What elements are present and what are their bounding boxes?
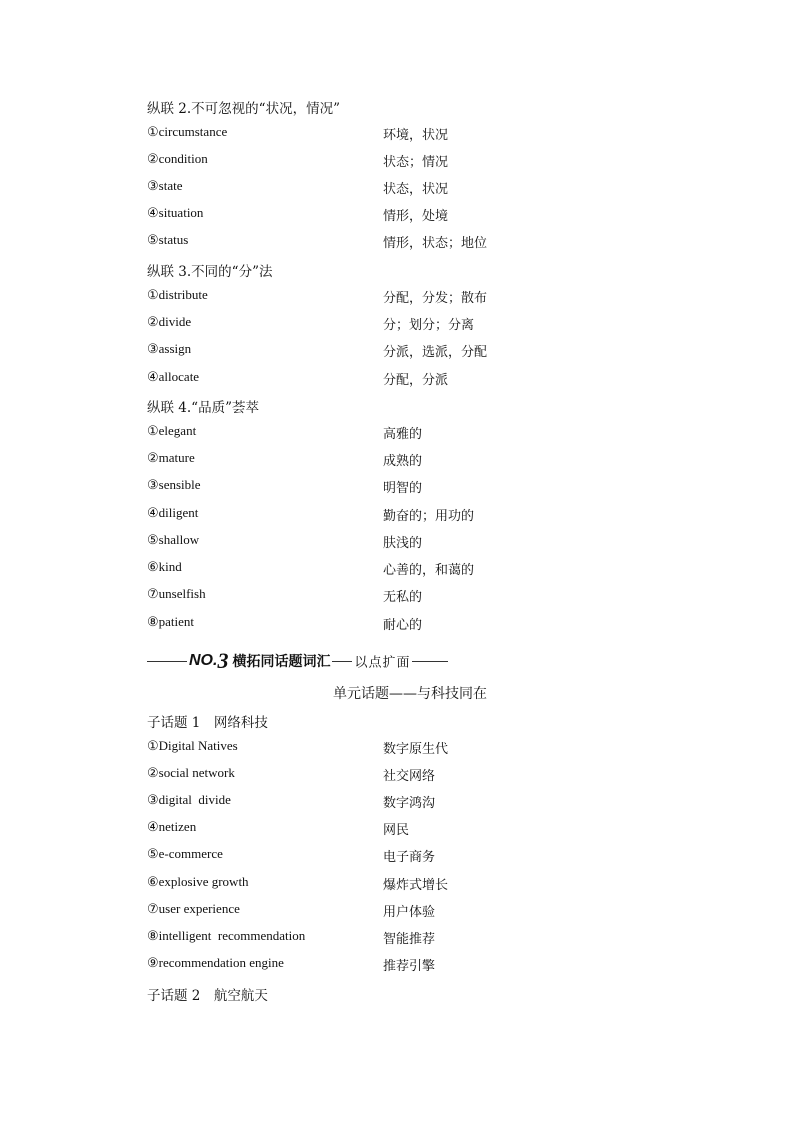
- vocab-chinese: 数字原生代: [383, 742, 449, 757]
- vocab-chinese: 成熟的: [383, 454, 423, 469]
- subtopic-heading-1: 子话题 1 网络科技: [147, 715, 268, 731]
- vocab-english: ①Digital Natives: [147, 738, 238, 753]
- vocab-chinese: 分配，分派: [383, 373, 449, 388]
- vocab-english: ④diligent: [147, 505, 199, 520]
- vocab-english: ④situation: [147, 205, 204, 220]
- vocab-row: [147, 232, 667, 252]
- vocab-row: [147, 901, 667, 921]
- banner-no: NO.: [189, 652, 218, 669]
- vocab-row: [147, 505, 667, 525]
- vocab-english: ③state: [147, 178, 183, 193]
- vocab-row: [147, 955, 667, 975]
- vocab-row: [147, 151, 667, 171]
- vocab-chinese: 环境，状况: [383, 128, 449, 143]
- vocab-english: ①distribute: [147, 287, 208, 302]
- vocab-chinese: 爆炸式增长: [383, 878, 449, 893]
- vocab-english: ①elegant: [147, 423, 197, 438]
- vocab-chinese: 推荐引擎: [383, 959, 436, 974]
- vocab-row: [147, 450, 667, 470]
- section-banner: [147, 648, 467, 673]
- vocab-chinese: 电子商务: [383, 850, 436, 865]
- vocab-chinese: 情形，处境: [383, 209, 449, 224]
- vocab-row: [147, 846, 667, 866]
- vocab-english: ④allocate: [147, 369, 200, 384]
- vocab-chinese: 状态；情况: [383, 155, 449, 170]
- vocab-chinese: 勤奋的；用功的: [383, 509, 475, 524]
- vocab-row: [147, 614, 667, 634]
- vocab-english: ⑦unselfish: [147, 586, 206, 601]
- vocab-english: ⑧intelligent recommendation: [147, 928, 306, 943]
- vocab-row: [147, 205, 667, 225]
- vocab-row: [147, 928, 667, 948]
- vocab-chinese: 分派，选派，分配: [383, 345, 488, 360]
- vocab-english: ⑤e-commerce: [147, 846, 223, 861]
- banner-rule-left: [147, 661, 187, 662]
- vocab-english: ②social network: [147, 765, 235, 780]
- vocab-english: ⑤shallow: [147, 532, 200, 547]
- vocab-english: ⑤status: [147, 232, 189, 247]
- vocab-chinese: 状态，状况: [383, 182, 449, 197]
- vocab-english: ⑥kind: [147, 559, 182, 574]
- vocab-english: ②divide: [147, 314, 192, 329]
- banner-rule-mid: [332, 661, 352, 662]
- vocab-row: [147, 178, 667, 198]
- section-heading-4: 纵联 4.“品质”荟萃: [147, 400, 259, 416]
- vocab-english: ③sensible: [147, 477, 201, 492]
- vocab-row: [147, 369, 667, 389]
- banner-rule-right: [412, 661, 448, 662]
- vocab-english: ④netizen: [147, 819, 197, 834]
- vocab-row: [147, 314, 667, 334]
- vocab-row: [147, 738, 667, 758]
- vocab-chinese: 智能推荐: [383, 932, 436, 947]
- unit-topic-title: 单元话题——与科技同在: [333, 686, 487, 702]
- vocab-chinese: 心善的，和蔼的: [383, 563, 475, 578]
- vocab-row: [147, 477, 667, 497]
- vocab-chinese: 肤浅的: [383, 536, 423, 551]
- vocab-row: [147, 765, 667, 785]
- vocab-chinese: 数字鸿沟: [383, 796, 436, 811]
- vocab-english: ②condition: [147, 151, 208, 166]
- banner-subtitle: 以点扩面: [354, 655, 411, 671]
- vocab-chinese: 高雅的: [383, 427, 423, 442]
- vocab-english: ③digital divide: [147, 792, 231, 807]
- section-heading-3: 纵联 3.不同的“分”法: [147, 264, 273, 280]
- vocab-row: [147, 124, 667, 144]
- vocab-english: ⑥explosive growth: [147, 874, 249, 889]
- section-heading-2: 纵联 2.不可忽视的“状况，情况”: [147, 101, 340, 117]
- vocab-row: [147, 559, 667, 579]
- vocab-chinese: 用户体验: [383, 905, 436, 920]
- vocab-row: [147, 586, 667, 606]
- vocab-row: [147, 423, 667, 443]
- vocab-row: [147, 287, 667, 307]
- vocab-chinese: 明智的: [383, 481, 423, 496]
- banner-number: 3: [217, 648, 229, 673]
- subtopic-heading-2: 子话题 2 航空航天: [147, 988, 268, 1004]
- vocab-chinese: 网民: [383, 823, 410, 838]
- vocab-row: [147, 819, 667, 839]
- vocab-chinese: 耐心的: [383, 618, 423, 633]
- vocab-row: [147, 341, 667, 361]
- banner-title: 横拓同话题词汇: [232, 654, 331, 670]
- vocab-english: ③assign: [147, 341, 192, 356]
- vocab-english: ②mature: [147, 450, 195, 465]
- vocab-english: ①circumstance: [147, 124, 228, 139]
- vocab-english: ⑦user experience: [147, 901, 240, 916]
- vocab-row: [147, 532, 667, 552]
- vocab-chinese: 分；划分；分离: [383, 318, 475, 333]
- vocab-chinese: 社交网络: [383, 769, 436, 784]
- vocab-chinese: 情形，状态；地位: [383, 236, 488, 251]
- vocab-row: [147, 792, 667, 812]
- vocab-english: ⑨recommendation engine: [147, 955, 284, 970]
- vocab-english: ⑧patient: [147, 614, 195, 629]
- vocab-row: [147, 874, 667, 894]
- vocab-chinese: 无私的: [383, 590, 423, 605]
- vocab-chinese: 分配，分发；散布: [383, 291, 488, 306]
